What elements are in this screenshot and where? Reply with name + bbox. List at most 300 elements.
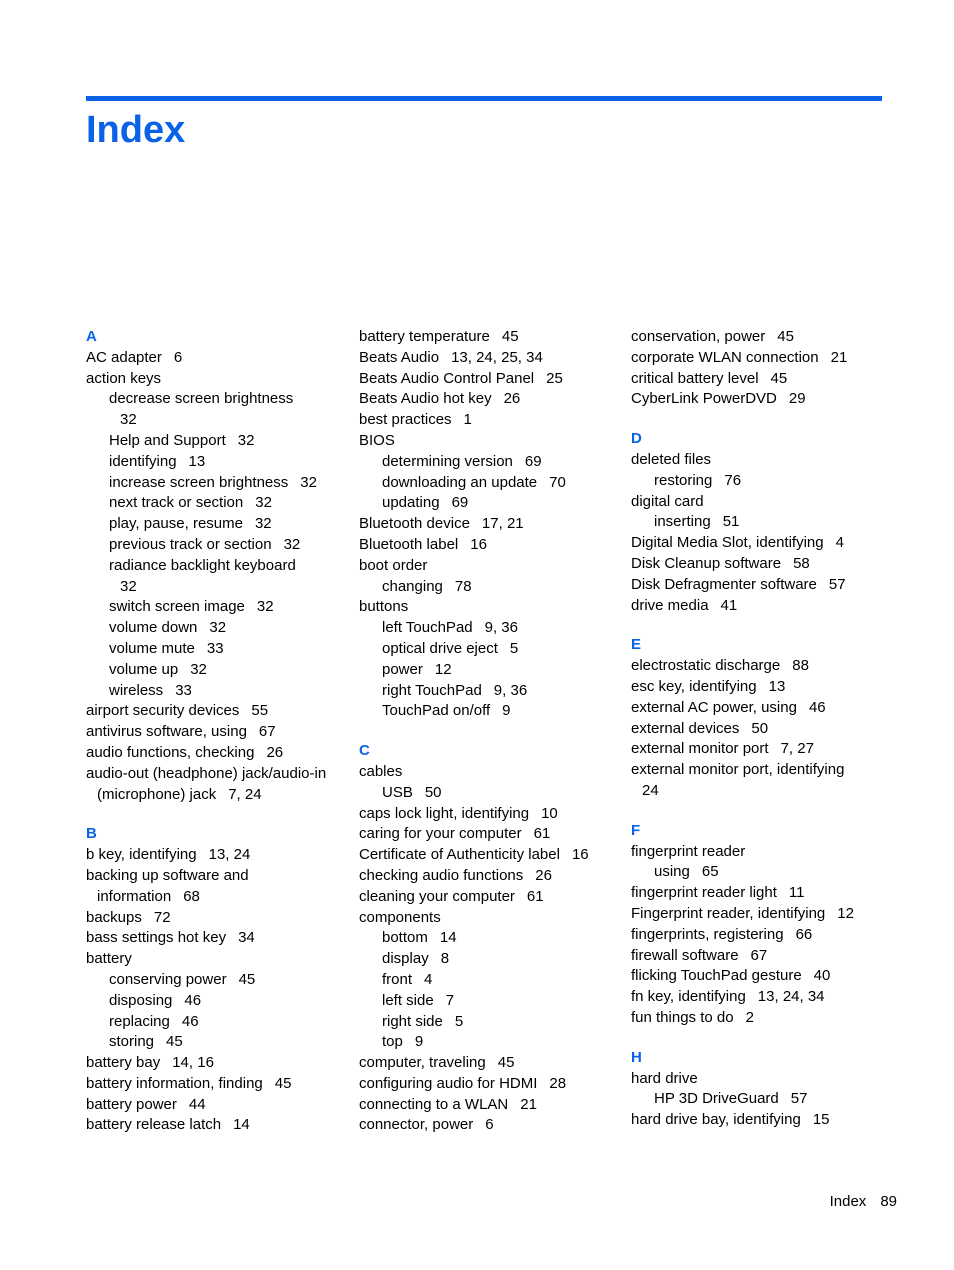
entry-pages: 9 [414,1033,424,1051]
entry-pages: 45 [166,1033,183,1051]
entry-pages: 8 [440,950,450,968]
entry-pages: 34 [238,929,255,947]
entry-pages: 66 [795,925,813,943]
entry-term: radiance backlight keyboard [109,556,296,574]
entry-term: play, pause, resume [109,515,243,533]
index-entry [631,656,889,677]
entry-pages: 61 [526,887,544,905]
entry-pages: 68 [183,887,200,905]
entry-pages: 21 [520,1095,537,1113]
index-subentry [86,660,344,681]
index-subentry [359,1032,617,1053]
entry-pages: 4 [424,970,433,988]
entry-pages: 1 [463,411,472,429]
entry-pages: 50 [424,783,442,801]
entry-pages: 26 [266,743,284,761]
index-entry [631,946,889,967]
entry-pages: 88 [792,657,809,675]
entry-pages: 45 [274,1074,292,1092]
index-subentry [86,473,344,494]
footer-label: Index [829,1193,867,1210]
entry-term: action keys [86,369,162,387]
entry-pages: 13 [768,677,786,695]
entry-pages: 5 [509,639,519,657]
entry-term: Disk Defragmenter software [631,575,817,593]
index-subentry [86,639,344,660]
index-entry [86,764,344,806]
entry-pages: 21 [830,348,848,366]
index-entry [631,492,889,513]
entry-pages: 12 [837,904,854,922]
entry-pages: 6 [485,1116,494,1134]
entry-term: volume down [109,619,198,637]
entry-pages: 55 [251,702,269,720]
index-entry [359,410,617,431]
entry-pages: 70 [549,473,566,491]
index-entry [359,1115,617,1136]
index-entry [631,575,889,596]
index-entry [631,904,889,925]
entry-term: Beats Audio Control Panel [359,369,535,387]
entry-pages: 13, 24, 25, 34 [451,348,543,366]
entry-pages: 32 [256,598,274,616]
entry-term: caring for your computer [359,825,522,843]
entry-pages: 13, 24 [208,846,251,864]
entry-pages: 67 [258,723,276,741]
entry-pages: 15 [812,1111,830,1129]
entry-term: connector, power [359,1116,474,1134]
entry-term: configuring audio for HDMI [359,1074,538,1092]
entry-pages: 46 [181,1012,199,1030]
entry-term: volume up [109,660,179,678]
entry-pages: 61 [533,825,551,843]
entry-pages: 28 [549,1074,567,1092]
section-letter: C [359,742,370,760]
index-entry [631,1110,889,1131]
entry-term: battery information, finding [86,1074,263,1092]
page-number: 89 [880,1193,897,1210]
index-entry [359,1053,617,1074]
index-subentry [359,660,617,681]
entry-term: battery release latch [86,1116,222,1134]
entry-pages: 16 [571,846,589,864]
entry-term: battery bay [86,1054,161,1072]
index-entry [359,535,617,556]
entry-term: fingerprint reader [631,842,746,860]
entry-pages: 46 [808,698,826,716]
entry-term: b key, identifying [86,846,197,864]
entry-pages: 6 [173,348,183,366]
entry-pages: 32 [120,411,137,429]
index-subentry [631,862,889,883]
entry-pages: 40 [813,967,831,985]
entry-pages: 57 [790,1090,808,1108]
entry-pages: 45 [238,970,256,988]
index-entry [631,554,889,575]
entry-pages: 7 [445,991,455,1009]
entry-pages: 45 [497,1054,515,1072]
entry-term: external monitor port [631,740,769,758]
index-subentry [631,1089,889,1110]
entry-pages: 50 [751,719,769,737]
index-subentry [359,970,617,991]
entry-term: audio-out (headphone) jack/audio-in (microphone) jack [86,764,327,803]
index-entry [631,389,889,410]
entry-term: fun things to do [631,1008,734,1026]
entry-pages: 13 [188,452,206,470]
index-column-2 [359,327,617,1136]
index-subentry [359,681,617,702]
entry-pages: 32 [255,494,272,512]
section-letter: F [631,821,641,839]
entry-term: audio functions, checking [86,743,255,761]
entry-term: determining version [382,452,513,470]
entry-pages: 13, 24, 34 [757,988,825,1006]
entry-term: external AC power, using [631,698,797,716]
entry-pages: 44 [188,1095,206,1113]
entry-term: backups [86,908,142,926]
index-entry [86,866,344,908]
entry-pages: 9, 36 [493,681,528,699]
entry-pages: 32 [283,535,301,553]
section-letter: D [631,430,642,448]
entry-term: Beats Audio [359,348,440,366]
index-entry [86,1074,344,1095]
index-entry [359,887,617,908]
index-subentry [86,970,344,991]
entry-pages: 24 [642,781,659,799]
entry-pages: 32 [237,431,255,449]
index-entry [86,348,344,369]
entry-term: external devices [631,719,740,737]
index-subentry [359,618,617,639]
entry-pages: 65 [701,863,719,881]
index-entry [359,556,617,577]
page-footer [830,1192,897,1212]
index-subentry [631,512,889,533]
index-subentry [359,783,617,804]
index-entry [359,369,617,390]
entry-pages: 5 [454,1012,464,1030]
entry-pages: 78 [454,577,472,595]
entry-term: battery power [86,1095,177,1113]
index-subentry [359,1012,617,1033]
index-entry [631,698,889,719]
index-entry [631,739,889,760]
entry-term: fingerprint reader light [631,884,777,902]
entry-term: updating [382,494,440,512]
index-entry [631,719,889,740]
index-subentry [359,701,617,722]
index-subentry [86,514,344,535]
index-entry [631,596,889,617]
entry-term: front [382,970,413,988]
entry-term: optical drive eject [382,639,498,657]
entry-term: replacing [109,1012,170,1030]
entry-term: power [382,660,423,678]
entry-term: Disk Cleanup software [631,554,782,572]
index-entry [86,845,344,866]
index-subentry [86,535,344,556]
entry-term: cleaning your computer [359,887,515,905]
index-entry [631,842,889,863]
entry-term: critical battery level [631,369,759,387]
entry-term: hard drive bay, identifying [631,1111,801,1129]
entry-term: flicking TouchPad gesture [631,967,802,985]
index-entry [631,450,889,471]
entry-term: computer, traveling [359,1054,486,1072]
entry-term: electrostatic discharge [631,657,781,675]
page-title: Index [86,109,186,151]
entry-pages: 45 [770,369,788,387]
index-entry [86,743,344,764]
entry-term: inserting [654,513,711,531]
index-entry [631,760,889,802]
entry-term: connecting to a WLAN [359,1095,509,1113]
entry-term: previous track or section [109,535,272,553]
index-entry [359,908,617,929]
entry-term: best practices [359,411,452,429]
index-entry [359,804,617,825]
entry-term: using [654,863,690,881]
entry-pages: 72 [153,908,171,926]
index-subentry [359,639,617,660]
entry-pages: 69 [524,452,542,470]
entry-term: Bluetooth device [359,515,470,533]
entry-pages: 7, 27 [780,740,814,758]
entry-pages: 45 [777,328,794,345]
index-subentry [359,493,617,514]
entry-pages: 4 [835,534,844,552]
entry-pages: 9 [502,702,511,720]
index-entry [631,327,889,348]
index-entry [631,1008,889,1029]
entry-pages: 32 [120,577,137,595]
entry-term: display [382,950,429,968]
entry-term: digital card [631,492,704,510]
index-subentry [86,389,344,431]
entry-pages: 7, 24 [228,785,262,803]
entry-term: esc key, identifying [631,677,757,695]
entry-term: buttons [359,598,409,616]
index-entry [359,762,617,783]
index-entry [631,925,889,946]
entry-term: drive media [631,596,709,614]
index-subentry [359,991,617,1012]
entry-term: external monitor port, identifying [631,761,845,779]
entry-term: restoring [654,471,713,489]
entry-term: battery [86,950,132,968]
entry-term: checking audio functions [359,866,524,884]
entry-pages: 11 [788,884,805,902]
index-entry [359,431,617,452]
entry-term: cables [359,762,403,780]
entry-pages: 32 [209,619,227,637]
entry-pages: 17, 21 [481,515,524,533]
entry-term: CyberLink PowerDVD [631,390,777,408]
entry-term: wireless [109,681,164,699]
entry-term: conservation, power [631,328,766,345]
entry-pages: 32 [190,660,207,678]
index-entry [86,1095,344,1116]
entry-pages: 26 [535,866,552,884]
index-subentry [631,471,889,492]
entry-pages: 16 [470,535,487,553]
index-entry [631,987,889,1008]
entry-term: Bluetooth label [359,535,459,553]
entry-term: disposing [109,991,173,1009]
entry-term: bass settings hot key [86,929,227,947]
index-subentry [86,618,344,639]
index-column-1 [86,327,344,1136]
index-entry [359,597,617,618]
entry-pages: 76 [724,471,742,489]
index-subentry [359,577,617,598]
index-entry [86,722,344,743]
index-entry [631,348,889,369]
title-rule [86,96,882,101]
entry-pages: 46 [184,991,202,1009]
entry-term: caps lock light, identifying [359,804,530,822]
entry-term: top [382,1033,403,1051]
entry-term: TouchPad on/off [382,702,491,720]
entry-term: fingerprints, registering [631,925,784,943]
entry-pages: 14, 16 [172,1054,214,1072]
index-entry [359,845,617,866]
index-entry [631,533,889,554]
entry-term: next track or section [109,494,244,512]
entry-term: battery temperature [359,328,490,345]
entry-term: hard drive [631,1069,698,1087]
entry-term: USB [382,783,413,801]
entry-pages: 25 [546,369,563,387]
index-subentry [359,928,617,949]
entry-pages: 14 [439,929,457,947]
index-entry [631,677,889,698]
entry-pages: 57 [828,575,846,593]
entry-term: downloading an update [382,473,538,491]
entry-pages: 45 [501,328,519,345]
entry-pages: 9, 36 [484,619,518,637]
entry-pages: 29 [788,390,806,408]
entry-term: fn key, identifying [631,988,746,1006]
index-entry [86,928,344,949]
index-subentry [86,556,344,598]
index-entry [86,701,344,722]
entry-pages: 10 [541,804,558,822]
entry-term: increase screen brightness [109,473,289,491]
entry-term: volume mute [109,639,195,657]
entry-term: boot order [359,556,428,574]
entry-pages: 33 [175,681,192,699]
index-subentry [86,431,344,452]
entry-term: bottom [382,929,428,947]
index-entry [86,908,344,929]
section-letter: H [631,1048,642,1066]
entry-term: conserving power [109,970,227,988]
index-entry [631,966,889,987]
entry-term: backing up software and information [86,866,249,905]
index-entry [631,369,889,390]
index-subentry [86,991,344,1012]
entry-term: AC adapter [86,348,162,366]
index-entry [359,1074,617,1095]
index-entry [631,1069,889,1090]
entry-pages: 14 [233,1116,250,1134]
entry-term: airport security devices [86,702,240,720]
entry-pages: 58 [793,554,810,572]
entry-term: changing [382,577,443,595]
index-entry [359,327,617,348]
entry-term: BIOS [359,431,395,449]
entry-pages: 41 [720,596,738,614]
index-entry [359,514,617,535]
entry-pages: 33 [206,639,224,657]
entry-pages: 2 [745,1008,754,1026]
index-entry [86,369,344,390]
section-letter: B [86,825,97,843]
index-subentry [86,493,344,514]
entry-pages: 51 [722,513,740,531]
index-entry [359,1095,617,1116]
index-entry [359,866,617,887]
index-entry [86,1053,344,1074]
entry-term: deleted files [631,450,712,468]
entry-term: storing [109,1033,155,1051]
index-column-3 [631,327,889,1131]
index-entry [631,883,889,904]
index-subentry [86,681,344,702]
entry-term: decrease screen brightness [109,390,294,408]
entry-term: HP 3D DriveGuard [654,1090,779,1108]
entry-pages: 32 [300,473,317,491]
entry-term: Digital Media Slot, identifying [631,534,824,552]
index-subentry [359,473,617,494]
entry-term: firewall software [631,946,739,964]
entry-term: corporate WLAN connection [631,348,819,366]
section-letter: A [86,328,97,345]
entry-pages: 69 [451,494,469,512]
entry-term: components [359,908,441,926]
index-subentry [86,452,344,473]
entry-term: Beats Audio hot key [359,390,492,408]
entry-term: identifying [109,452,177,470]
entry-term: Fingerprint reader, identifying [631,904,826,922]
index-entry [359,389,617,410]
index-subentry [86,597,344,618]
entry-term: switch screen image [109,598,245,616]
entry-term: Certificate of Authenticity label [359,846,560,864]
index-subentry [86,1012,344,1033]
section-letter: E [631,636,642,654]
index-subentry [86,1032,344,1053]
index-subentry [359,949,617,970]
entry-term: right TouchPad [382,681,482,699]
entry-pages: 12 [434,660,452,678]
entry-term: antivirus software, using [86,723,247,741]
index-entry [86,1115,344,1136]
index-entry [86,949,344,970]
entry-pages: 26 [503,390,521,408]
entry-term: left side [382,991,434,1009]
index-subentry [359,452,617,473]
entry-term: Help and Support [109,431,226,449]
entry-pages: 32 [254,515,272,533]
index-entry [359,824,617,845]
index-entry [359,348,617,369]
entry-term: left TouchPad [382,619,473,637]
entry-pages: 67 [750,946,768,964]
